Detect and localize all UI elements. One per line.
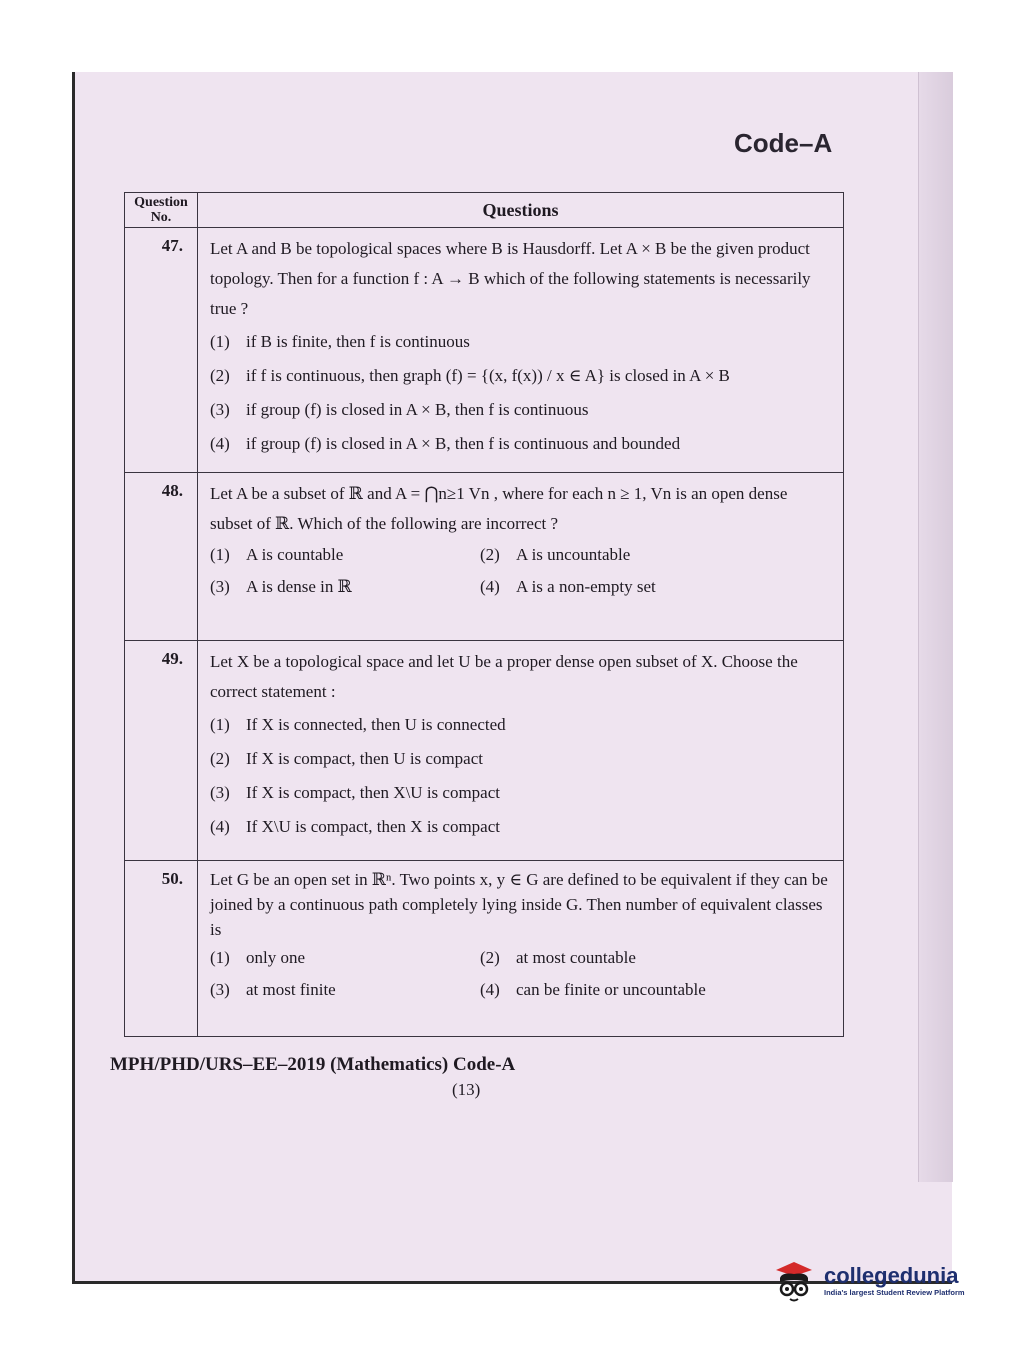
logo-text: [824, 1264, 965, 1297]
option-number: (4): [480, 980, 500, 999]
code-label: Code–A: [734, 128, 833, 158]
option-text: at most finite: [246, 980, 336, 999]
question-stem: Let A be a subset of ℝ and A = ⋂n≥1 Vn , where for each n ≥ 1, Vn is an open dense subset of ℝ. Which of the following are incorrect ?: [210, 484, 788, 533]
question-body: [198, 473, 844, 641]
option: [480, 539, 833, 571]
option: [210, 974, 480, 1006]
option-number: (2): [210, 749, 230, 768]
question-stem: Let A and B be topological spaces where B is Hausdorff. Let A × B be the given product topology. Then for a function f : A → B which of the following statements is necessarily true ?: [210, 239, 811, 318]
option: [210, 942, 480, 974]
question-row: [125, 228, 844, 473]
option: [480, 974, 833, 1006]
option-text: A is dense in ℝ: [246, 577, 352, 596]
option-number: (2): [480, 948, 500, 967]
option: [210, 428, 833, 460]
option-text: only one: [246, 948, 306, 967]
option: [210, 326, 833, 358]
option: [210, 571, 480, 603]
question-number: 47.: [125, 228, 198, 473]
option-number: (2): [480, 545, 500, 564]
option-number: (2): [210, 366, 230, 385]
option: [210, 360, 833, 392]
option: [210, 811, 833, 843]
table-header-row: [125, 193, 844, 228]
option: [210, 743, 833, 775]
collegedunia-logo: [770, 1250, 1000, 1310]
option-number: (3): [210, 577, 230, 596]
option-text: A is countable: [246, 545, 344, 564]
option: [480, 942, 833, 974]
option-number: (1): [210, 545, 230, 564]
option-number: (4): [480, 577, 500, 596]
option-number: (4): [210, 817, 230, 836]
option-text: A is a non-empty set: [516, 577, 656, 596]
option-text: If X\U is compact, then X is compact: [246, 817, 500, 836]
option-text: If X is compact, then U is compact: [246, 749, 483, 768]
header-questions: Questions: [198, 193, 844, 228]
logo-tagline: India's largest Student Review Platform: [824, 1287, 965, 1297]
option-number: (4): [210, 434, 230, 453]
question-table: [124, 192, 844, 1037]
option-text: if B is finite, then f is continuous: [246, 332, 470, 351]
question-stem: Let X be a topological space and let U be a proper dense open subset of X. Choose the correct statement :: [210, 652, 798, 701]
footer-exam-code: MPH/PHD/URS–EE–2019 (Mathematics) Code-A: [110, 1054, 516, 1075]
option-number: (3): [210, 980, 230, 999]
option-text: if f is continuous, then graph (f) = {(x, f(x)) / x ∈ A} is closed in A × B: [246, 366, 730, 385]
option-number: (3): [210, 400, 230, 419]
question-row: [125, 473, 844, 641]
header-question-no: Question No.: [125, 193, 198, 228]
option-number: (1): [210, 715, 230, 734]
option: [210, 394, 833, 426]
question-row: [125, 861, 844, 1037]
option-number: (1): [210, 948, 230, 967]
options-grid: [210, 942, 833, 1006]
option: [210, 777, 833, 809]
option-number: (3): [210, 783, 230, 802]
options-grid: [210, 539, 833, 603]
question-body: [198, 641, 844, 861]
question-stem: Let G be an open set in ℝⁿ. Two points x, y ∈ G are defined to be equivalent if they can be joined by a continuous path completely lying inside G. Then number of equivalent classes is: [210, 870, 828, 939]
option-text: A is uncountable: [516, 545, 631, 564]
page-edge: [918, 72, 953, 1182]
page-number: (13): [452, 1080, 481, 1099]
option-text: at most countable: [516, 948, 636, 967]
question-row: [125, 641, 844, 861]
option-text: can be finite or uncountable: [516, 980, 706, 999]
question-number: 49.: [125, 641, 198, 861]
question-number: 48.: [125, 473, 198, 641]
option: [480, 571, 833, 603]
logo-mascot-icon: [770, 1256, 818, 1304]
option-text: if group (f) is closed in A × B, then f is continuous: [246, 400, 589, 419]
question-body: [198, 861, 844, 1037]
option: [210, 539, 480, 571]
logo-name: collegedunia: [824, 1262, 959, 1288]
option-text: if group (f) is closed in A × B, then f is continuous and bounded: [246, 434, 681, 453]
question-body: [198, 228, 844, 473]
option-text: If X is compact, then X\U is compact: [246, 783, 500, 802]
option-number: (1): [210, 332, 230, 351]
option-text: If X is connected, then U is connected: [246, 715, 506, 734]
option: [210, 709, 833, 741]
question-number: 50.: [125, 861, 198, 1037]
